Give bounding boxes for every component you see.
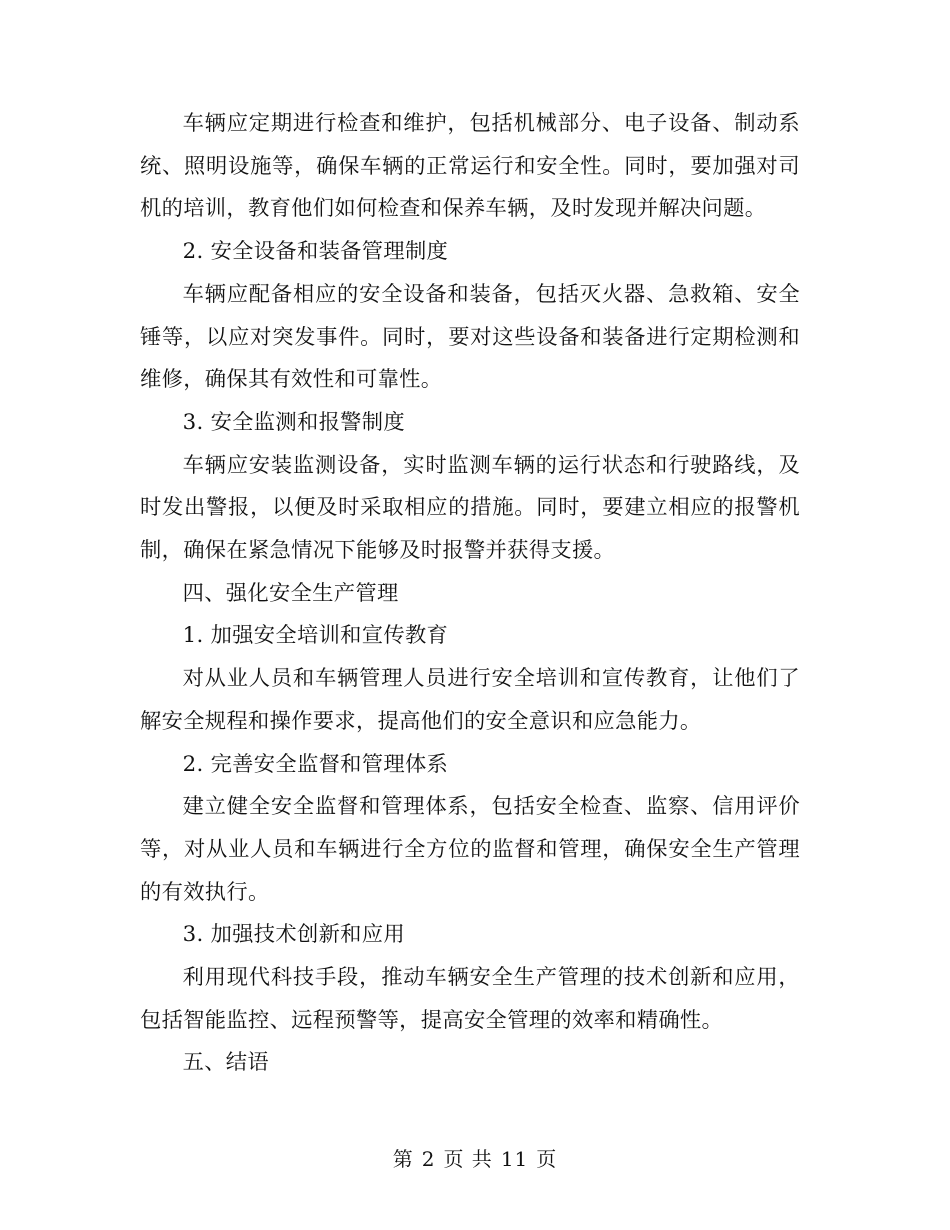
footer-prefix: 第 bbox=[392, 1147, 414, 1171]
document-body bbox=[140, 103, 800, 1085]
total-pages-number: 11 bbox=[500, 1147, 529, 1171]
body-paragraph: 车辆应配备相应的安全设备和装备，包括灭火器、急救箱、安全锤等，以应对突发事件。同时，要对这些设备和装备进行定期检测和维修，确保其有效性和可靠性。 bbox=[140, 281, 800, 393]
section-heading: 3. 加强技术创新和应用 bbox=[182, 922, 405, 948]
section-heading: 2. 安全设备和装备管理制度 bbox=[182, 239, 449, 265]
body-paragraph: 对从业人员和车辆管理人员进行安全培训和宣传教育，让他们了解安全规程和操作要求，提高他们的安全意识和应急能力。 bbox=[140, 666, 800, 734]
section-heading: 3. 安全监测和报警制度 bbox=[182, 409, 405, 435]
body-paragraph: 车辆应定期进行检查和维护，包括机械部分、电子设备、制动系统、照明设施等，确保车辆的正常运行和安全性。同时，要加强对司机的培训，教育他们如何检查和保养车辆，及时发现并解决问题。 bbox=[140, 111, 800, 222]
footer-middle: 页 共 bbox=[443, 1147, 493, 1171]
chapter-heading: 四、强化安全生产管理 bbox=[182, 580, 399, 606]
footer-suffix: 页 bbox=[536, 1147, 558, 1171]
body-paragraph: 利用现代科技手段，推动车辆安全生产管理的技术创新和应用，包括智能监控、远程预警等，提高安全管理的效率和精确性。 bbox=[140, 965, 800, 1033]
body-paragraph: 建立健全安全监督和管理体系，包括安全检查、监察、信用评价等，对从业人员和车辆进行全方位的监督和管理，确保安全生产管理的有效执行。 bbox=[140, 794, 800, 905]
body-paragraph: 车辆应安装监测设备，实时监测车辆的运行状态和行驶路线，及时发出警报，以便及时采取相应的措施。同时，要建立相应的报警机制，确保在紧急情况下能够及时报警并获得支援。 bbox=[140, 452, 800, 564]
section-heading: 2. 完善安全监督和管理体系 bbox=[182, 751, 449, 777]
section-heading: 1. 加强安全培训和宣传教育 bbox=[182, 623, 449, 649]
page-footer bbox=[0, 1144, 950, 1174]
current-page-number: 2 bbox=[421, 1147, 436, 1171]
chapter-heading: 五、结语 bbox=[182, 1050, 269, 1076]
